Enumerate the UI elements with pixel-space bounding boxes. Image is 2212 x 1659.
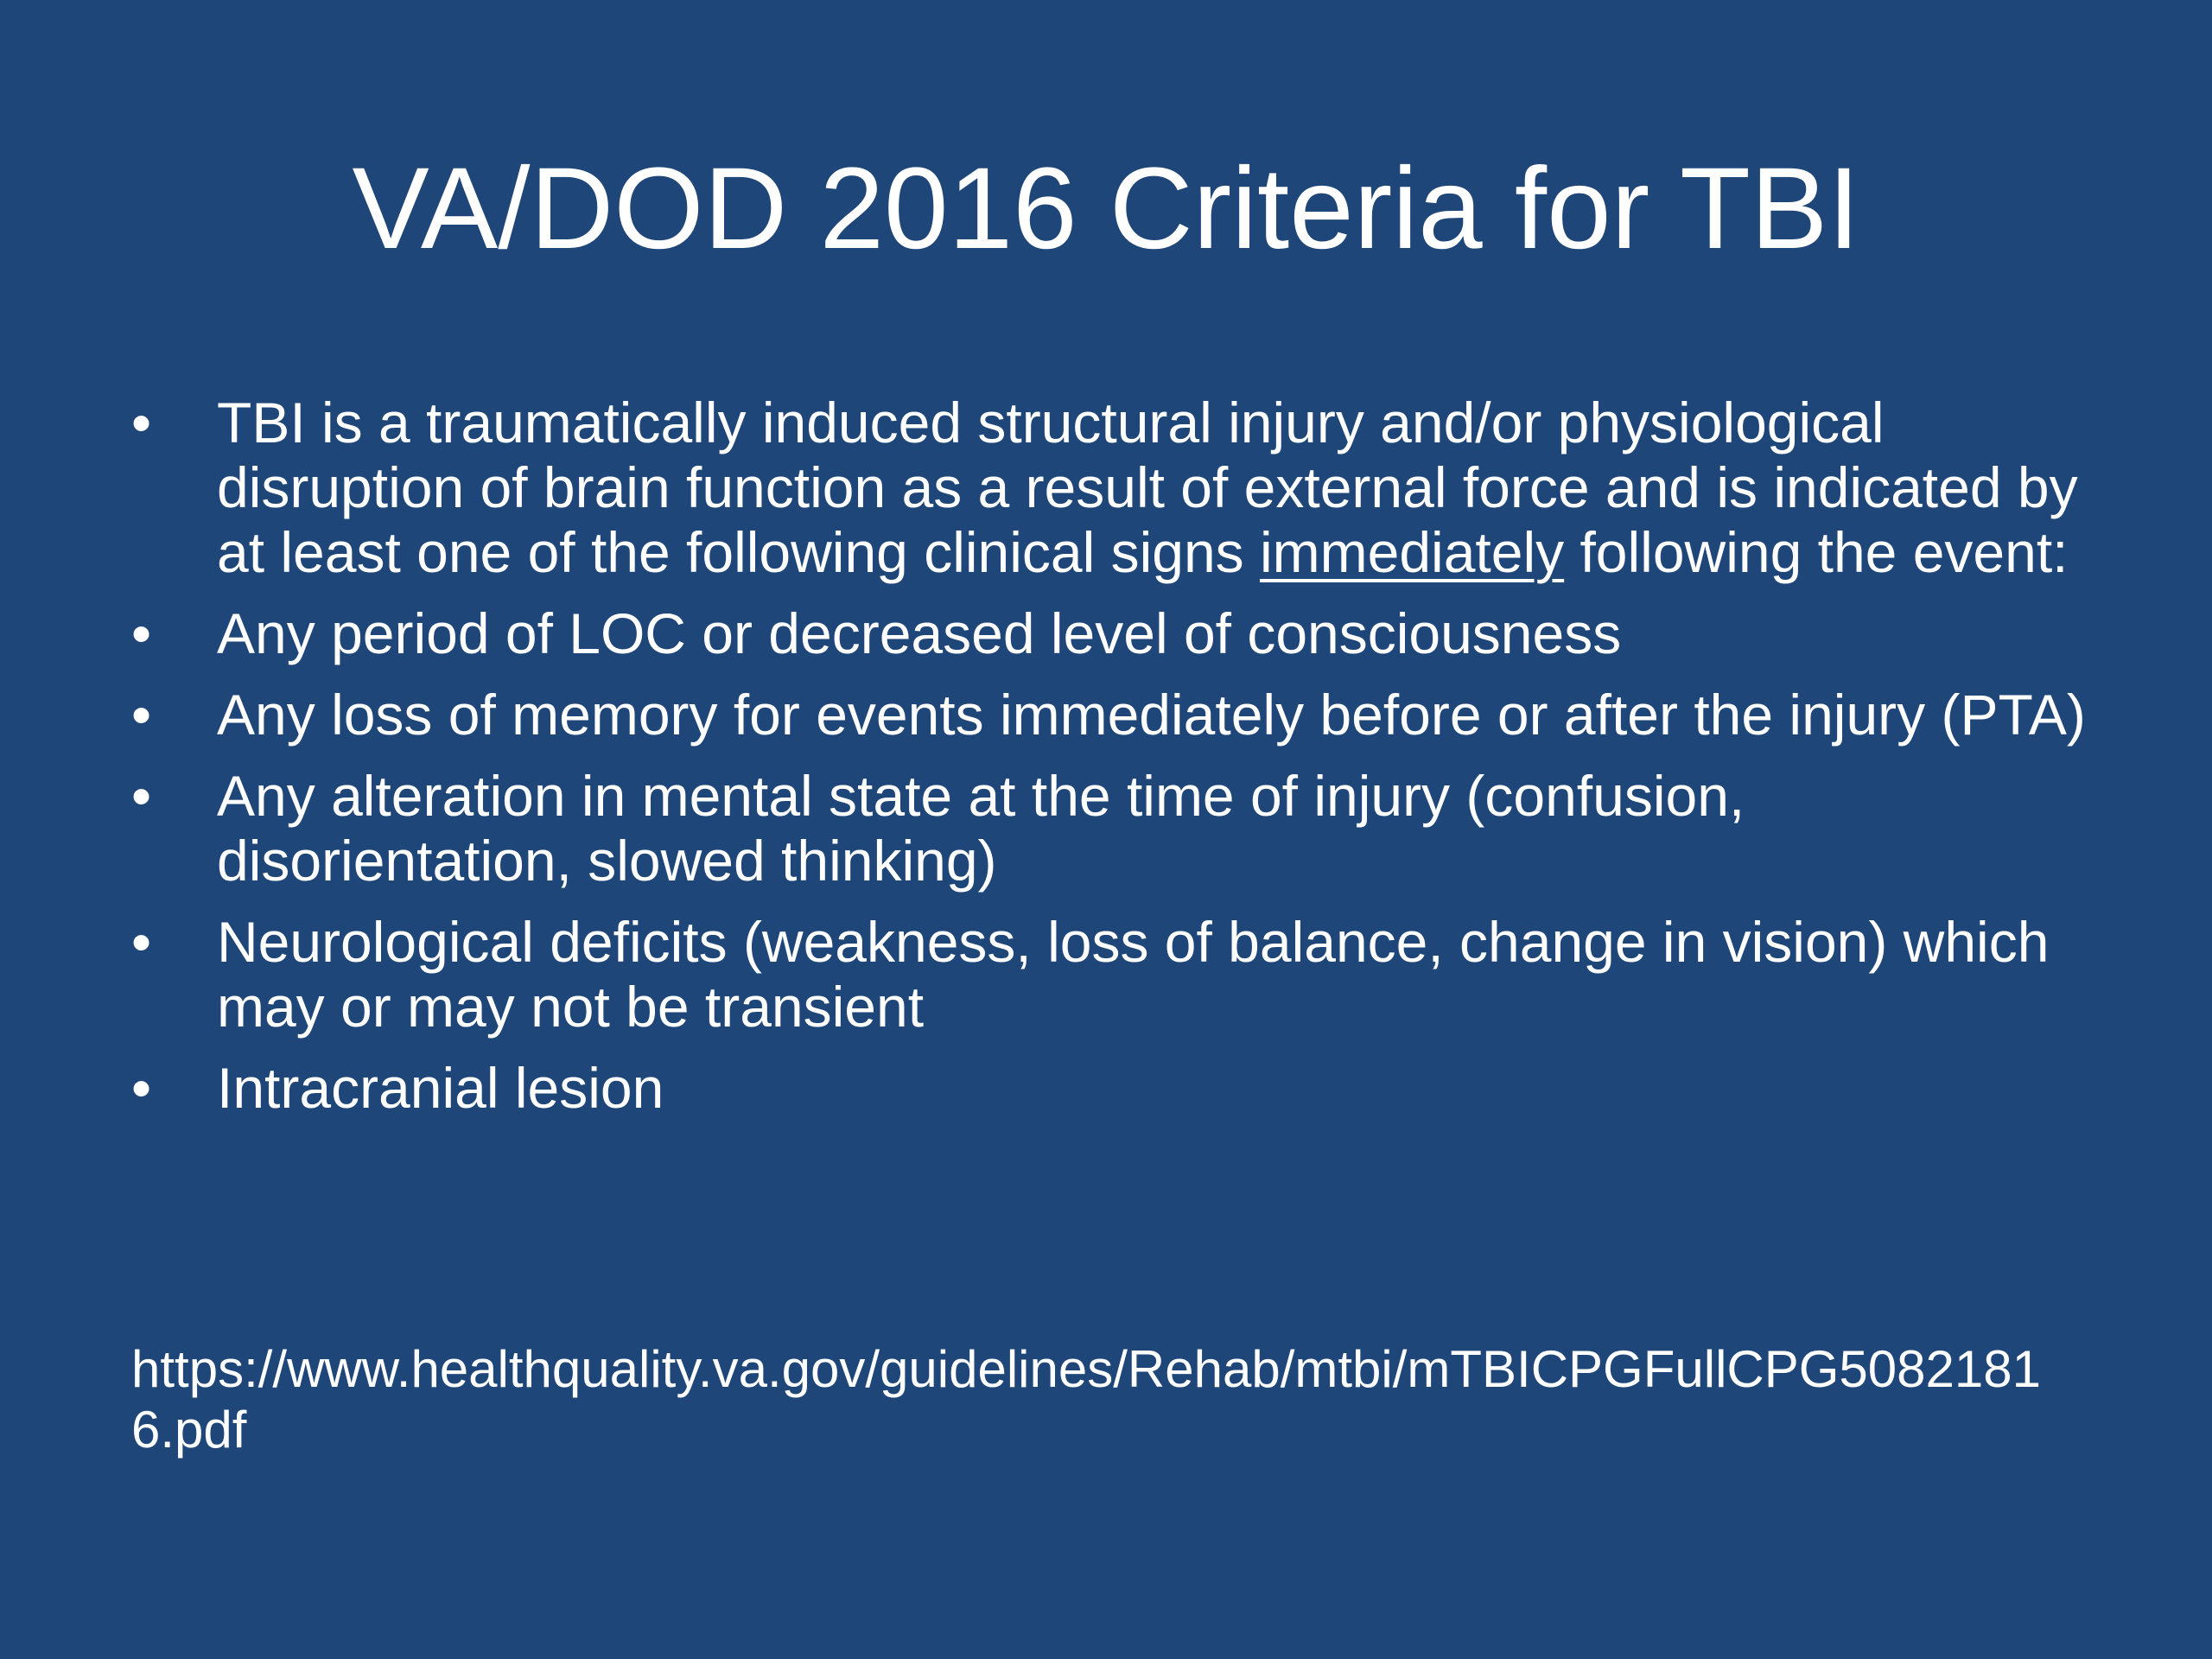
bullet-text-continuation: following the event: bbox=[1564, 520, 2069, 584]
emphasis-text-immediately: immediately bbox=[1260, 520, 1565, 584]
slide-title: VA/DOD 2016 Criteria for TBI bbox=[352, 144, 1860, 273]
bullet-icon: • bbox=[131, 764, 152, 828]
bullet-text: Any alteration in mental state at the time of injury (confusion, disorientation, slowed thinking) bbox=[217, 764, 1745, 893]
bullet-icon: • bbox=[131, 910, 152, 974]
bullet-text: Neurological deficits (weakness, loss of balance, change in vision) which may or may not be transient bbox=[217, 910, 2050, 1039]
bullet-item-neurological-deficits bbox=[131, 910, 2101, 1039]
bullet-icon: • bbox=[131, 1056, 152, 1120]
bullet-text: TBI is a traumatically induced structural injury and/or physiological disruption of brain function as a result of external force and is indicated by at least one of the following clinical signs bbox=[217, 391, 2078, 584]
bullet-icon: • bbox=[131, 601, 152, 665]
bullet-text: Intracranial lesion bbox=[217, 1056, 664, 1120]
source-url: https://www.healthquality.va.gov/guidelines/Rehab/mtbi/mTBICPGFullCPG50821816.pdf bbox=[131, 1340, 2042, 1459]
bullet-text: Any period of LOC or decreased level of consciousness bbox=[217, 601, 1622, 665]
bullet-text: Any loss of memory for events immediately before or after the injury (PTA) bbox=[217, 683, 2086, 747]
bullet-item-memory-loss bbox=[131, 683, 2101, 747]
bullet-item-definition bbox=[131, 391, 2101, 585]
bullet-item-intracranial-lesion bbox=[131, 1056, 2101, 1121]
bullet-item-loc bbox=[131, 601, 2101, 666]
bullet-icon: • bbox=[131, 683, 152, 747]
bullet-list bbox=[131, 391, 2101, 1137]
bullet-item-mental-state bbox=[131, 764, 2101, 893]
bullet-icon: • bbox=[131, 391, 152, 454]
